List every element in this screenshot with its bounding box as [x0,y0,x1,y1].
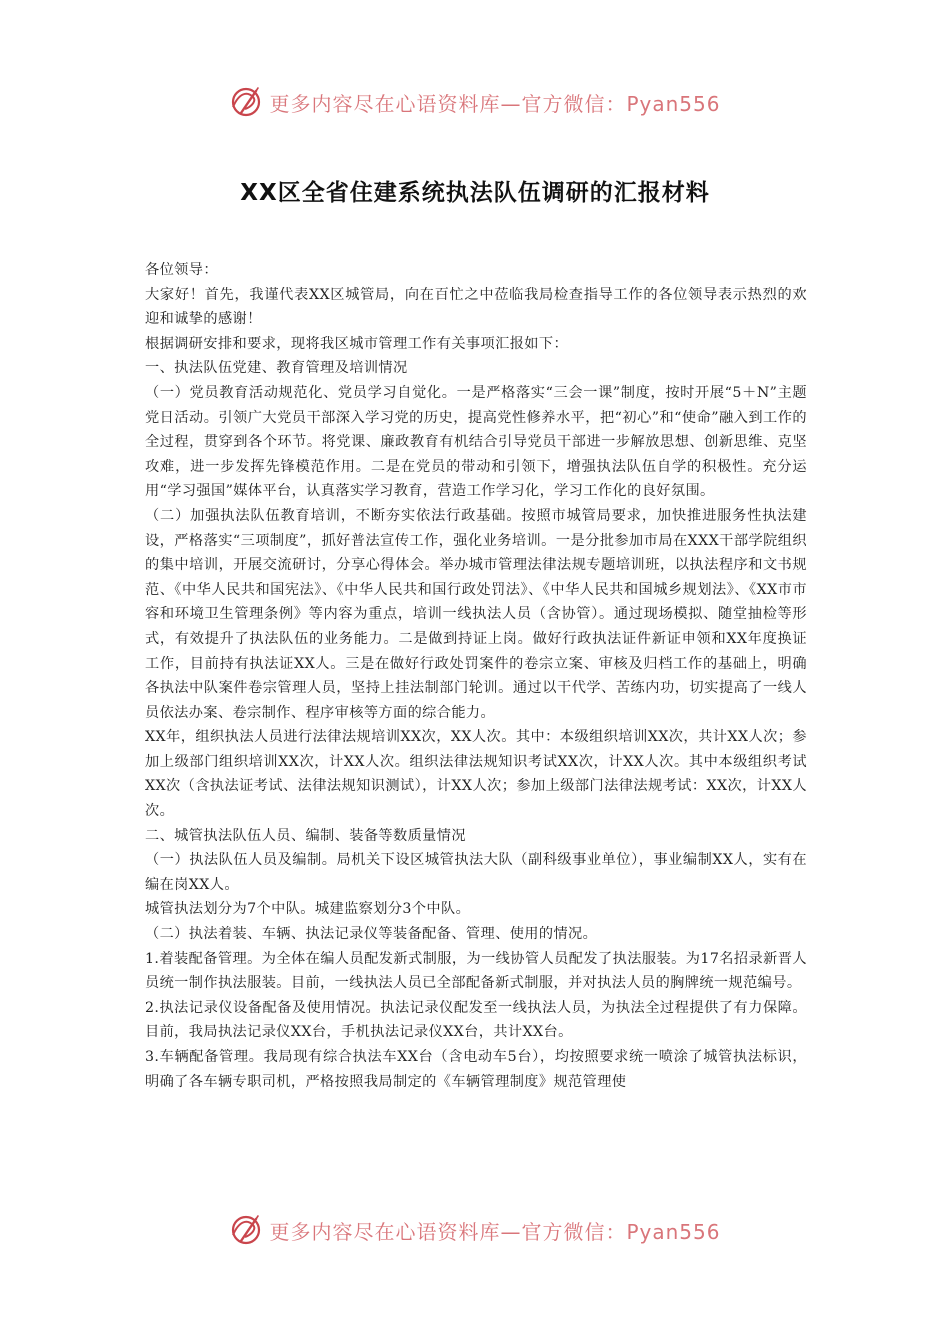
paragraph-training: （二）加强执法队伍教育培训，不断夯实依法行政基础。按照市城管局要求，加快推进服务性执法建设，严格落实“三项制度”，抓好普法宣传工作，强化业务培训。一是分批参加市局在XXX干部学院组织的集中培训，开展交流研讨，分享心得体会。举办城市管理法律法规专题培训班，以执法程序和文书规范、《中华人民共和国宪法》、《中华人民共和国行政处罚法》、《中华人民共和国城乡规划法》、《XX市市容和环境卫生管理条例》等内容为重点，培训一线执法人员（含协管）。通过现场模拟、随堂抽检等形式，有效提升了执法队伍的业务能力。二是做到持证上岗。做好行政执法证件新证申领和XX年度换证工作，目前持有执法证XX人。三是在做好行政处罚案件的卷宗立案、审核及归档工作的基础上，明确各执法中队案件卷宗管理人员，坚持上挂法制部门轮训。通过以干代学、苦练内功，切实提高了一线人员依法办案、卷宗制作、程序审核等方面的综合能力。 [145,507,807,721]
section-heading-2: 二、城管执法队伍人员、编制、装备等数质量情况 [145,827,466,844]
paragraph-party-education: （一）党员教育活动规范化、党员学习自觉化。一是严格落实“三会一课”制度，按时开展“5＋N”主题党日活动。引领广大党员干部深入学习党的历史，提高党性修养水平，把“初心”和“使命”融入到工作的全过程，贯穿到各个环节。将党课、廉政教育有机结合引导党员干部进一步解放思想、创新思维、克坚攻难，进一步发挥先锋模范作用。二是在党员的带动和引领下，增强执法队伍自学的积极性。充分运用“学习强国”媒体平台，认真落实学习教育，营造工作学习化，学习工作化的良好氛围。 [145,384,807,500]
paragraph-intro: 根据调研安排和要求，现将我区城市管理工作有关事项汇报如下： [145,335,569,352]
watermark-banner-top [0,82,950,122]
paragraph-vehicles: 3.车辆配备管理。我局现有综合执法车XX台（含电动车5台），均按照要求统一喷涂了城管执法标识，明确了各车辆专职司机，严格按照我局制定的《车辆管理制度》规范管理使 [145,1049,807,1090]
paragraph-squads: 城管执法划分为7个中队。城建监察划分3个中队。 [145,901,471,918]
watermark-banner-bottom [0,1210,950,1250]
subsection-heading-equipment: （二）执法着装、车辆、执法记录仪等装备配备、管理、使用的情况。 [145,926,598,943]
signature-logo-icon [229,1213,263,1247]
paragraph-uniforms: 1.着装配备管理。为全体在编人员配发新式制服，为一线协管人员配发了执法服装。为17名招录新晋人员统一制作执法服装。目前，一线执法人员已全部配备新式制服，并对执法人员的胸牌统一规范编号。 [145,950,807,992]
watermark-text: 更多内容尽在心语资料库—官方微信：Pyan556 [269,91,721,116]
paragraph-recorders: 2.执法记录仪设备配备及使用情况。执法记录仪配发至一线执法人员，为执法全过程提供了有力保障。目前，我局执法记录仪XX台，手机执法记录仪XX台，共计XX台。 [145,999,807,1041]
watermark-text: 更多内容尽在心语资料库—官方微信：Pyan556 [269,1219,721,1244]
salutation: 各位领导： [145,262,218,278]
document-title: XX区全省住建系统执法队伍调研的汇报材料 [240,180,710,206]
paragraph-staffing: （一）执法队伍人员及编制。局机关下设区城管执法大队（副科级事业单位），事业编制XX人，实有在编在岗XX人。 [145,852,807,893]
signature-logo-icon [229,85,263,119]
section-heading-1: 一、执法队伍党建、教育管理及培训情况 [145,360,408,377]
paragraph-training-stats: XX年，组织执法人员进行法律法规培训XX次，XX人次。其中：本级组织培训XX次，共计XX人次；参加上级部门组织培训XX次，计XX人次。组织法律法规知识考试XX次，计XX人次。其中本级组织考试XX次（含执法证考试、法律法规知识测试），计XX人次；参加上级部门法律法规考试：XX次，计XX人次。 [145,729,807,820]
document-body [145,258,807,1094]
paragraph-greeting: 大家好！首先，我谨代表XX区城管局，向在百忙之中莅临我局检查指导工作的各位领导表示热烈的欢迎和诚挚的感谢！ [145,286,807,328]
